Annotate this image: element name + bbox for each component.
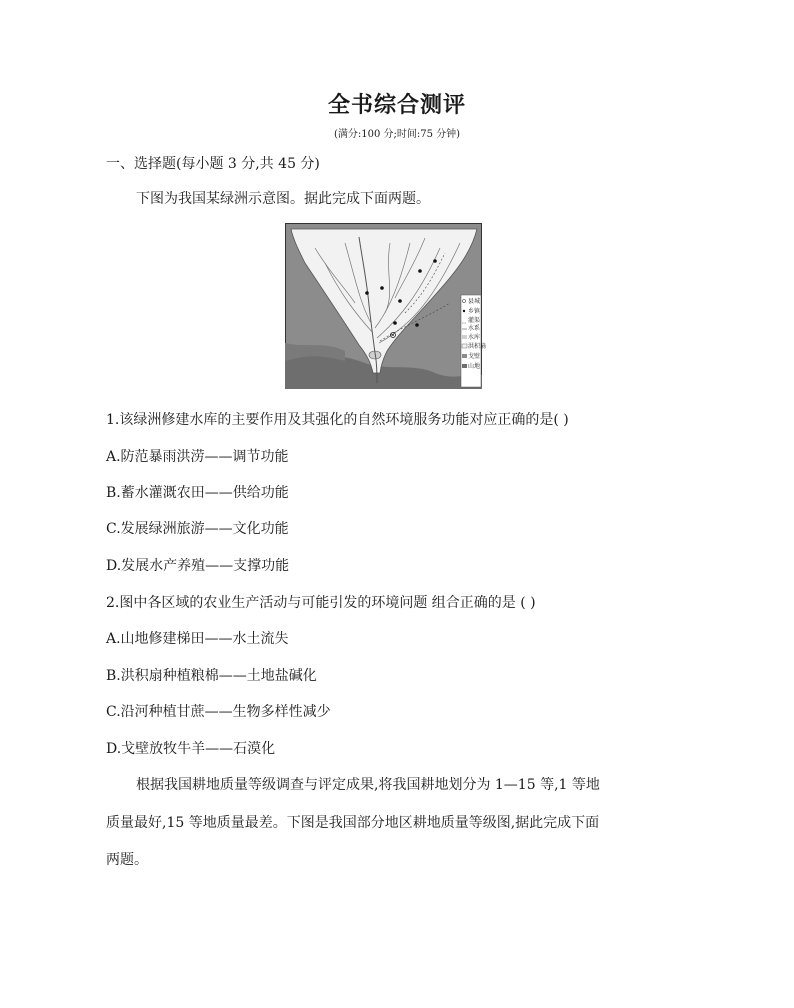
question-1-stem: 1.该绿洲修建水库的主要作用及其强化的自然环境服务功能对应正确的是( ) [106,412,569,428]
legend-river: 水系 [468,325,481,332]
page-title: 全书综合测评 [327,93,466,118]
question-2-option-c: C.沿河种植甘蔗——生物多样性减少 [106,704,331,720]
legend-canal: 灌渠 [468,317,481,324]
question-1-option-d: D.发展水产养殖——支撑功能 [106,558,290,574]
legend-gobi: 戈壁 [468,353,481,360]
section-heading: 一、选择题(每小题 3 分,共 45 分) [106,156,320,172]
question-1-option-a: A.防范暴雨洪涝——调节功能 [106,449,289,465]
question-2-option-a: A.山地修建梯田——水土流失 [106,631,289,647]
legend-alluvial-fan: 洪积扇 [468,343,487,350]
exam-info: (满分:100 分;时间:75 分钟) [333,129,461,140]
legend-town: 乡镇 [468,308,481,315]
question-2-option-d: D.戈壁放牧牛羊——石漠化 [106,741,276,757]
question-2-option-b: B.洪积扇种植粮棉——土地盐碱化 [106,668,317,684]
question-1-option-c: C.发展绿洲旅游——文化功能 [106,521,289,537]
question-1-option-b: B.蓄水灌溉农田——供给功能 [106,485,289,501]
legend-mountain: 山地 [468,363,481,370]
intro-paragraph-2-line-1: 根据我国耕地质量等级调查与评定成果,将我国耕地划分为 1—15 等,1 等地 [136,777,600,793]
map-legend [461,295,486,387]
legend-reservoir: 水库 [468,334,481,341]
legend-county: 县城 [468,298,481,305]
question-2-stem: 2.图中各区域的农业生产活动与可能引发的环境问题 组合正确的是 ( ) [106,595,536,611]
intro-paragraph-2-line-2: 质量最好,15 等地质量最差。下图是我国部分地区耕地质量等级图,据此完成下面 [106,815,600,831]
intro-paragraph-2-line-3: 两题。 [106,852,148,868]
intro-paragraph: 下图为我国某绿洲示意图。据此完成下面两题。 [136,191,430,207]
oasis-map [285,223,487,389]
